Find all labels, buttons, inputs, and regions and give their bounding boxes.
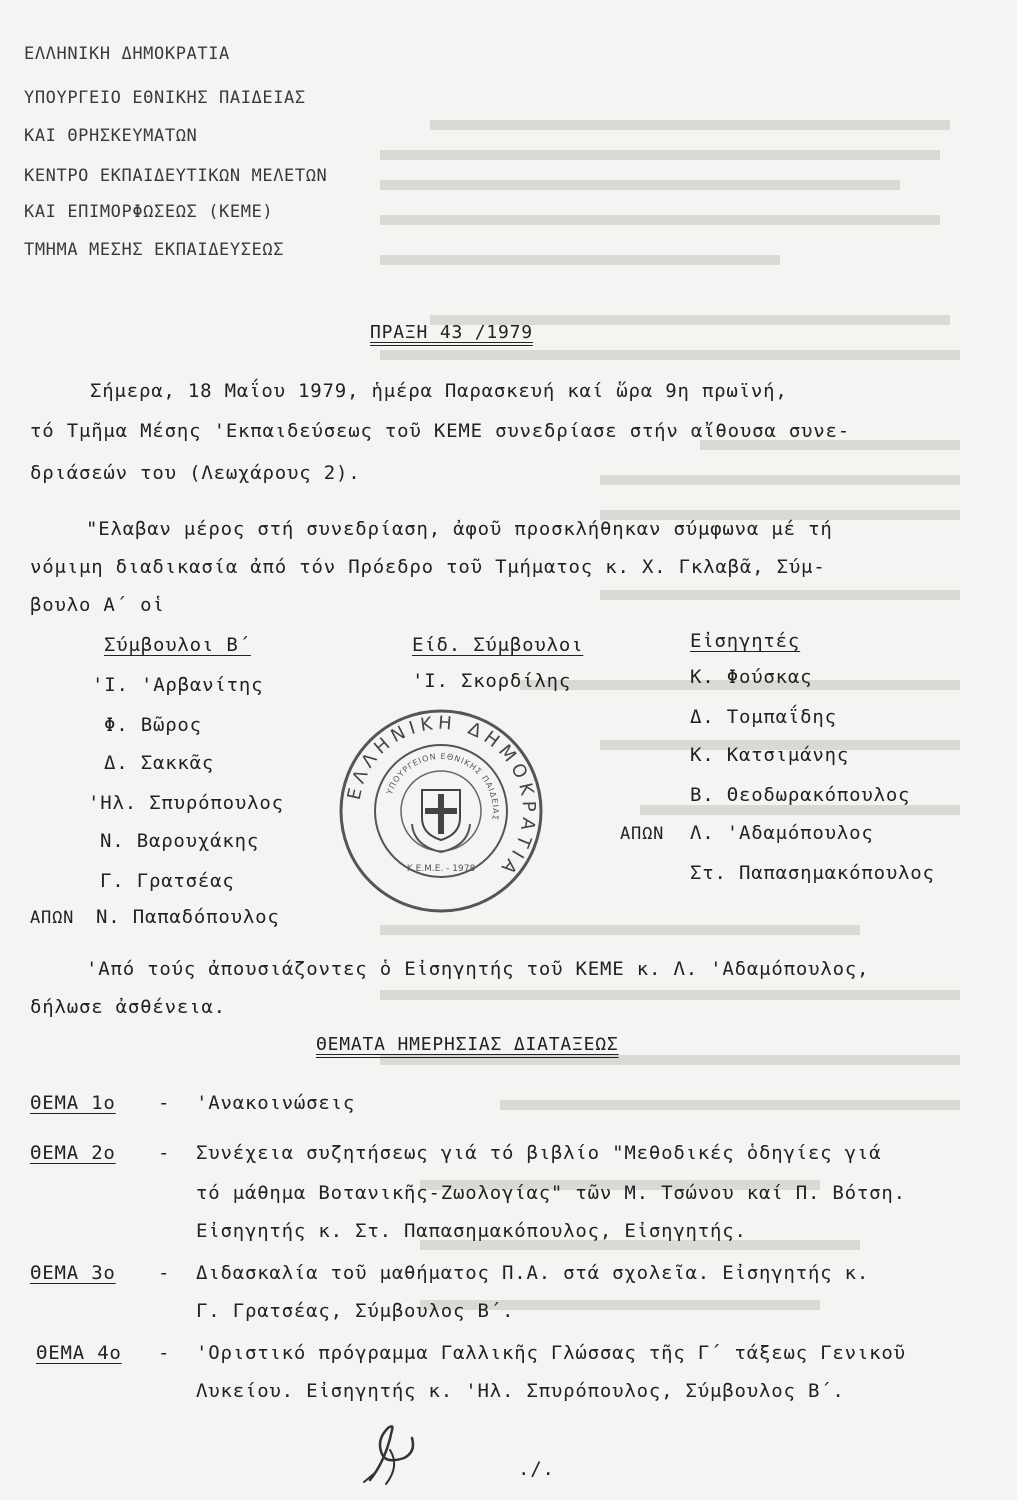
header-line-religion: ΚΑΙ ΘΡΗΣΚΕΥΜΑΤΩΝ (24, 126, 198, 146)
intro-line-4: "Ελαβαν μέρος στή συνεδρίαση, ἀφοῦ προσκλήθηκαν σύμφωνα μέ τή (86, 518, 833, 540)
header-line-republic: ΕΛΛΗΝΙΚΗ ΔΗΜΟΚΡΑΤΙΑ (24, 44, 230, 64)
absent-label-col1: ΑΠΩΝ (30, 908, 75, 928)
header-line-training: ΚΑΙ ΕΠΙΜΟΡΦΩΣΕΩΣ (ΚΕΜΕ) (24, 202, 274, 222)
header-line-ministry: ΥΠΟΥΡΓΕΙΟ ΕΘΝΙΚΗΣ ΠΑΙΔΕΙΑΣ (24, 88, 306, 108)
agenda-item-4-label: ΘΕΜΑ 4ο (36, 1342, 122, 1364)
member-col1-1: 'Ι. 'Αρβανίτης (92, 674, 264, 696)
agenda-dash: - (158, 1342, 171, 1364)
agenda-item-2-line-1: Συνέχεια συζητήσεως γιά τό βιβλίο "Μεθοδικές ὁδηγίες γιά (196, 1142, 882, 1164)
stamp-outer-text: ΕΛΛΗΝΙΚΗ ΔΗΜΟΚΡΑΤΙΑ (343, 712, 540, 882)
agenda-item-1-label: ΘΕΜΑ 1ο (30, 1092, 116, 1114)
coat-of-arms-icon (412, 790, 470, 852)
agenda-dash: - (158, 1092, 171, 1114)
header-line-centre: ΚΕΝΤΡΟ ΕΚΠΑΙΔΕΥΤΙΚΩΝ ΜΕΛΕΤΩΝ (24, 166, 328, 186)
agenda-item-2-label: ΘΕΜΑ 2ο (30, 1142, 116, 1164)
members-col2-heading: Είδ. Σύμβουλοι (412, 634, 584, 656)
absent-label-col3: ΑΠΩΝ (620, 824, 665, 844)
member-col1-3: Δ. Σακκᾶς (104, 752, 215, 774)
stamp-inner-text: ΥΠΟΥΡΓΕΙΟΝ ΕΘΝΙΚΗΣ ΠΑΙΔΕΙΑΣ (384, 751, 501, 822)
document-title: ΠΡΑΞΗ 43 /1979 (370, 322, 533, 343)
agenda-item-3-line-2: Γ. Γρατσέας, Σύμβουλος Β΄. (196, 1300, 515, 1322)
member-col3-3: Κ. Κατσιμάνης (690, 744, 850, 766)
agenda-item-3-line-1: Διδασκαλία τοῦ μαθήματος Π.Α. στά σχολεῖα. Εἰσηγητής κ. (196, 1262, 870, 1284)
intro-line-5: νόμιμη διαδικασία ἀπό τόν Πρόεδρο τοῦ Τμήματος κ. Χ. Γκλαβᾶ, Σύμ- (30, 556, 826, 578)
agenda-item-2-line-2: τό μάθημα Βοτανικῆς-Ζωολογίας" τῶν Μ. Τσώνου καί Π. Βότση. (196, 1182, 906, 1204)
member-col1-6: Γ. Γρατσέας (100, 870, 235, 892)
agenda-dash: - (158, 1262, 171, 1284)
agenda-item-1-line-1: 'Ανακοινώσεις (196, 1092, 356, 1114)
member-col3-4: Β. Θεοδωρακόπουλος (690, 784, 911, 806)
member-col1-2: Φ. Βῶρος (104, 714, 202, 736)
continuation-mark: ./. (518, 1458, 555, 1480)
members-col1-heading: Σύμβουλοι Β΄ (104, 634, 251, 656)
header-line-department: ΤΜΗΜΑ ΜΕΣΗΣ ΕΚΠΑΙΔΕΥΣΕΩΣ (24, 240, 285, 260)
member-col3-2: Δ. Τομπαΐδης (690, 706, 837, 728)
member-col3-5: Λ. 'Αδαμόπουλος (690, 822, 874, 844)
absence-line-1: 'Από τούς ἀπουσιάζοντες ὁ Εἰσηγητής τοῦ ΚΕΜΕ κ. Λ. 'Αδαμόπουλος, (86, 958, 870, 980)
agenda-item-4-line-1: 'Οριστικό πρόγραμμα Γαλλικῆς Γλώσσας τῆς Γ΄ τάξεως Γενικοῦ (196, 1342, 906, 1364)
intro-line-3: δριάσεών του (Λεωχάρους 2). (30, 462, 361, 484)
handwritten-initials (356, 1420, 426, 1490)
member-col2-1: 'Ι. Σκορδίλης (412, 670, 572, 692)
stamp-bottom-text: Κ.Ε.Μ.Ε. - 1978 (406, 864, 476, 874)
member-col3-1: Κ. Φούσκας (690, 666, 813, 688)
member-col3-6: Στ. Παπασημακόπουλος (690, 862, 935, 884)
absence-line-2: δήλωσε ἀσθένεια. (30, 996, 226, 1018)
members-col3-heading: Εἰσηγητές (690, 630, 801, 652)
agenda-title: ΘΕΜΑΤΑ ΗΜΕΡΗΣΙΑΣ ΔΙΑΤΑΞΕΩΣ (316, 1034, 619, 1055)
intro-line-2: τό Τμῆμα Μέσης 'Εκπαιδεύσεως τοῦ ΚΕΜΕ συνεδρίασε στήν αἴθουσα συνε- (30, 420, 851, 442)
agenda-item-2-line-3: Εἰσηγητής κ. Στ. Παπασημακόπουλος, Εἰσηγητής. (196, 1220, 747, 1242)
intro-line-6: βουλο Α΄ οἱ (30, 594, 165, 616)
agenda-item-4-line-2: Λυκείου. Εἰσηγητής κ. 'Ηλ. Σπυρόπουλος, Σύμβουλος Β΄. (196, 1380, 845, 1402)
member-col1-7: Ν. Παπαδόπουλος (96, 906, 280, 928)
official-stamp (336, 706, 546, 916)
member-col1-5: Ν. Βαρουχάκης (100, 830, 260, 852)
agenda-dash: - (158, 1142, 171, 1164)
intro-line-1: Σήμερα, 18 Μαΐου 1979, ἡμέρα Παρασκευή καί ὥρα 9η πρωϊνή, (90, 380, 788, 402)
agenda-item-3-label: ΘΕΜΑ 3ο (30, 1262, 116, 1284)
member-col1-4: 'Ηλ. Σπυρόπουλος (88, 792, 284, 814)
